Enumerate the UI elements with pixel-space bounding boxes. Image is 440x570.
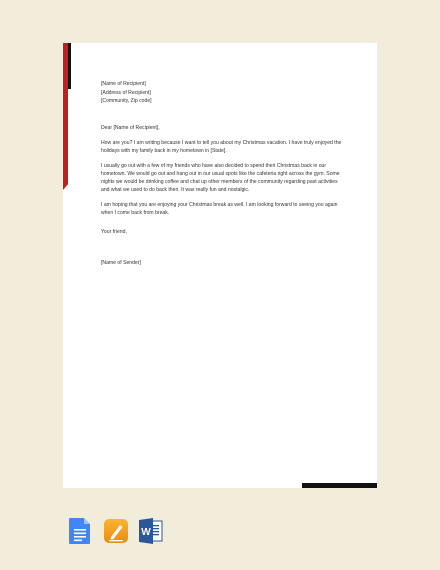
paragraph-2: I usually go out with a few of my friends who have also decided to spend their Christmas back in our hometown. We would go out and hang out in our usual spots like the cafeteria right across the gym. Some nights we would be drinking coffee and chat up other members of the community regarding past activities and what we used to do back then. It was really fun and nostalgic. [101, 162, 340, 193]
app-format-icons [0, 517, 440, 547]
paragraph-1: How are you? I am writing because I want to tell you about my Christmas vacation. I have truly enjoyed the holidays with my family back in my hometown in [State]. [101, 139, 342, 154]
recipient-name: [Name of Recipient] [101, 81, 146, 87]
bottom-accent-bar [302, 483, 377, 488]
letter-body [101, 80, 344, 267]
closing: Your friend, [101, 228, 127, 235]
word-icon[interactable] [138, 517, 164, 545]
paragraph-3: I am hoping that you are enjoying your Christmas break as well. I am looking forward to seeing you again when I come back from break. [101, 201, 338, 216]
recipient-community: [Community, Zip code] [101, 98, 152, 104]
greeting: Dear [Name of Recipient], [101, 124, 160, 131]
pages-icon[interactable] [103, 517, 129, 545]
word-icon-letter: W [141, 527, 151, 538]
black-accent-bar [68, 43, 71, 89]
google-docs-icon[interactable] [67, 517, 93, 545]
recipient-address-block [101, 80, 344, 106]
sender-name: [Name of Sender] [101, 259, 141, 266]
recipient-address: [Address of Recipient] [101, 89, 151, 96]
